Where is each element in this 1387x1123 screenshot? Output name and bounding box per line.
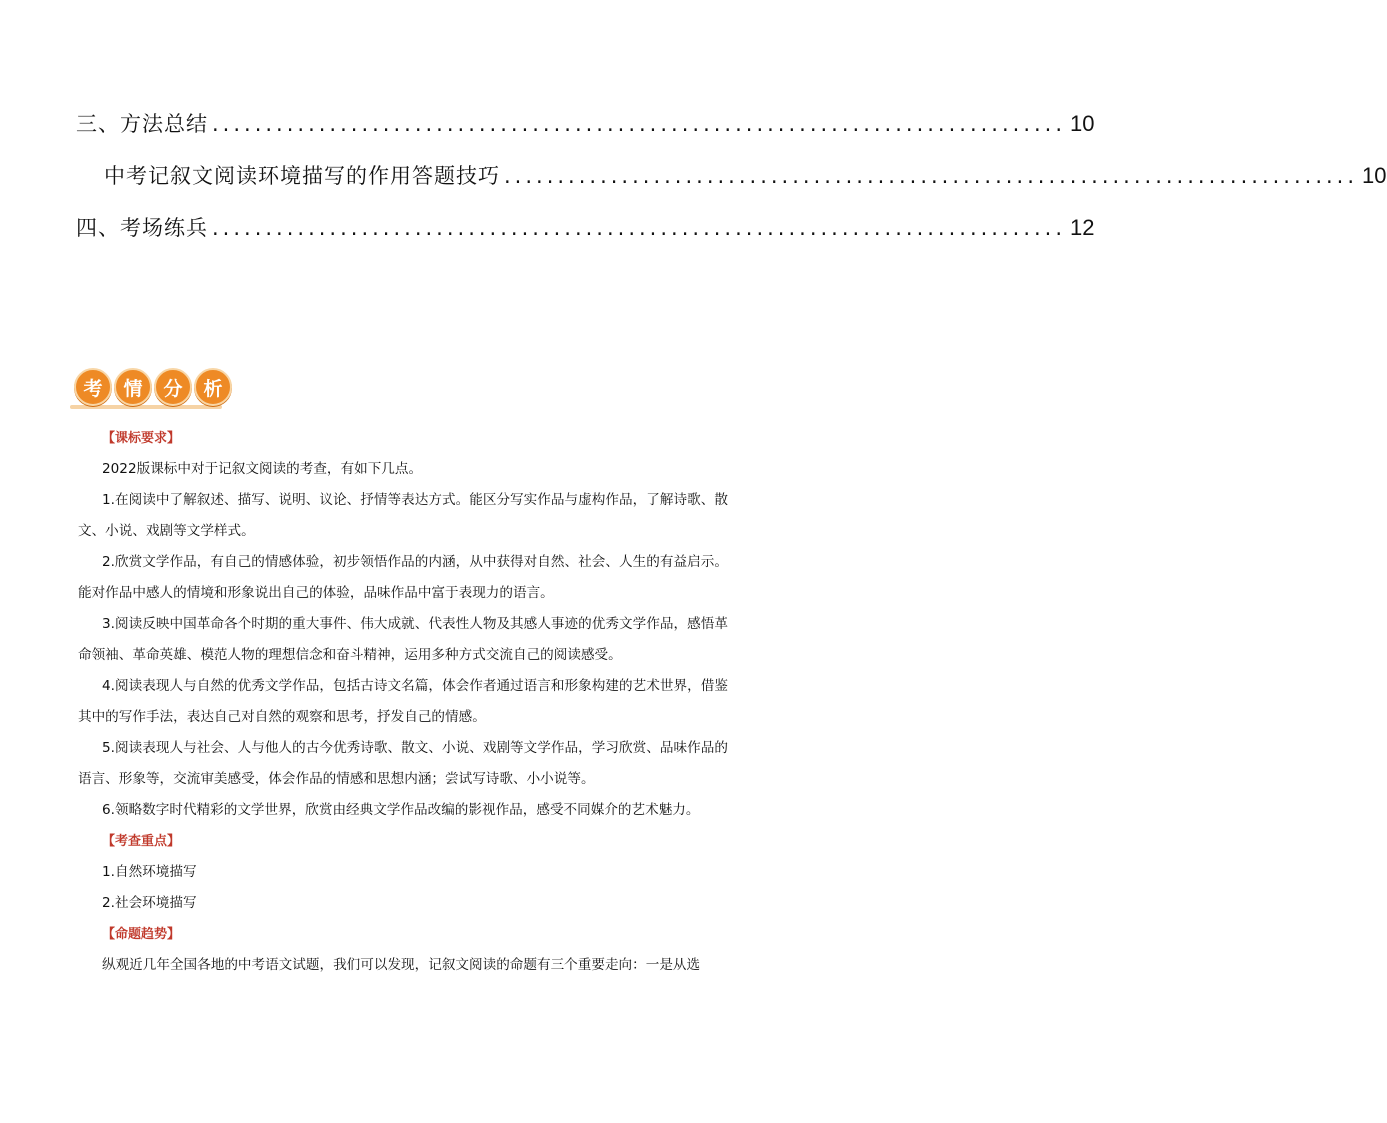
section-heading: 【考查重点】 [102,834,181,849]
paragraph: 1.在阅读中了解叙述、描写、说明、议论、抒情等表达方式。能区分写实作品与虚构作品，了解诗歌、散文、小说、戏剧等文学样式。 [78,492,728,539]
section-badge [74,368,232,406]
badge-char: 情 [114,368,152,406]
toc-leader: ................................................................................ [504,164,1359,188]
toc-title: 三、方法总结 [76,112,208,136]
paragraph: 4.阅读表现人与自然的优秀文学作品，包括古诗文名篇，体会作者通过语言和形象构建的艺术世界，借鉴其中的写作手法，表达自己对自然的观察和思考，抒发自己的情感。 [78,678,728,725]
paragraph: 纵观近几年全国各地的中考语文试题，我们可以发现，记叙文阅读的命题有三个重要走向：一是从选 [102,957,701,973]
document-body [78,423,728,981]
paragraph: 5.阅读表现人与社会、人与他人的古今优秀诗歌、散文、小说、戏剧等文学作品，学习欣赏、品味作品的语言、形象等，交流审美感受，体会作品的情感和思想内涵；尝试写诗歌、小小说等。 [78,740,728,787]
list-item: 2.社会环境描写 [102,895,197,911]
toc-title: 四、考场练兵 [76,216,208,240]
toc-page-number: 10 [1070,111,1095,136]
badge-char: 分 [154,368,192,406]
toc-page-number: 12 [1070,215,1095,240]
paragraph: 2022版课标中对于记叙文阅读的考查，有如下几点。 [102,461,423,477]
toc-leader: ................................................................................ [212,112,1067,136]
toc-page-number: 10 [1362,163,1387,188]
toc-entry[interactable] [104,160,1387,190]
paragraph: 2.欣赏文学作品，有自己的情感体验，初步领悟作品的内涵，从中获得对自然、社会、人生的有益启示。能对作品中感人的情境和形象说出自己的体验，品味作品中富于表现力的语言。 [78,554,728,601]
toc-title: 中考记叙文阅读环境描写的作用答题技巧 [104,164,500,188]
badge-char: 析 [194,368,232,406]
section-heading: 【课标要求】 [102,431,181,446]
toc-entry[interactable] [76,212,1095,242]
badge-char: 考 [74,368,112,406]
list-item: 1.自然环境描写 [102,864,197,880]
toc-leader: ................................................................................ [212,216,1067,240]
paragraph: 6.领略数字时代精彩的文学世界，欣赏由经典文学作品改编的影视作品，感受不同媒介的艺术魅力。 [102,802,700,818]
section-heading: 【命题趋势】 [102,927,181,942]
paragraph: 3.阅读反映中国革命各个时期的重大事件、伟大成就、代表性人物及其感人事迹的优秀文学作品，感悟革命领袖、革命英雄、模范人物的理想信念和奋斗精神，运用多种方式交流自己的阅读感受。 [78,616,728,663]
toc-entry[interactable] [76,108,1095,138]
